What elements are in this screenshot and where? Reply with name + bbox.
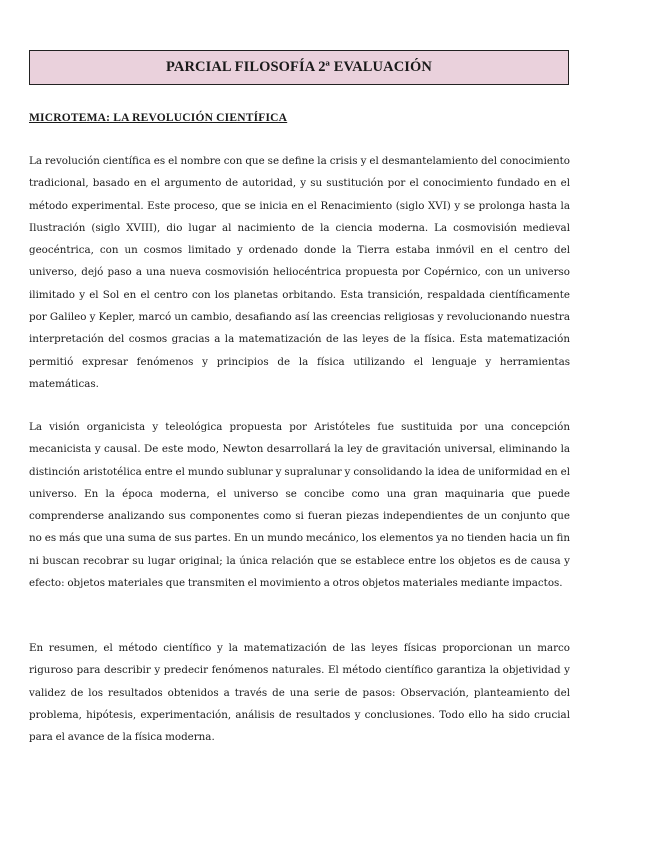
paragraph-3: En resumen, el método científico y la matematización de las leyes físicas proporcionan un marco riguroso para describir y predecir fenómenos naturales. El método científico garantiza la objetividad y validez de los resultados obtenidos a través de una serie de pasos: Observación, planteamiento del problema, hipótesis, experimentación, análisis de resultados y conclusiones. Todo ello ha sido crucial para el avance de la física moderna. [29, 642, 570, 744]
paragraph-1: La revolución científica es el nombre con que se define la crisis y el desmantelamiento del conocimiento tradicional, basado en el argumento de autoridad, y su sustitución por el conocimiento fundado en el método experimental. Este proceso, que se inicia en el Renacimiento (siglo XVI) y se prolonga hasta la Ilustración (siglo XVIII), dio lugar al nacimiento de la ciencia moderna. La cosmovisión medieval geocéntrica, con un cosmos limitado y ordenado donde la Tierra estaba inmóvil en el centro del universo, dejó paso a una nueva cosmovisión heliocéntrica propuesta por Copérnico, con un universo ilimitado y el Sol en el centro con los planetas orbitando. Esta transición, respaldada científicamente por Galileo y Kepler, marcó un cambio, desafiando así las creencias religiosas y revolucionando nuestra interpretación del cosmos gracias a la matematización de las leyes de la física. Esta matematización permitió expresar fenómenos y principios de la física utilizando el lenguaje y herramientas matemáticas. [29, 155, 570, 390]
title-box [29, 50, 569, 85]
paragraph-2: La visión organicista y teleológica propuesta por Aristóteles fue sustituida por una concepción mecanicista y causal. De este modo, Newton desarrollará la ley de gravitación universal, eliminando la distinción aristotélica entre el mundo sublunar y supralunar y consolidando la idea de uniformidad en el universo. En la época moderna, el universo se concibe como una gran maquinaria que puede comprenderse analizando sus componentes como si fueran piezas independientes de un conjunto que no es más que una suma de sus partes. En un mundo mecánico, los elementos ya no tienden hacia un fin ni buscan recobrar su lugar original; la única relación que se establece entre los objetos es de causa y efecto: objetos materiales que transmiten el movimiento a otros objetos materiales mediante impactos. [29, 421, 570, 590]
document-subtitle: MICROTEMA: LA REVOLUCIÓN CIENTÍFICA [29, 112, 288, 124]
document-title: PARCIAL FILOSOFÍA 2ª EVALUACIÓN [166, 59, 432, 75]
